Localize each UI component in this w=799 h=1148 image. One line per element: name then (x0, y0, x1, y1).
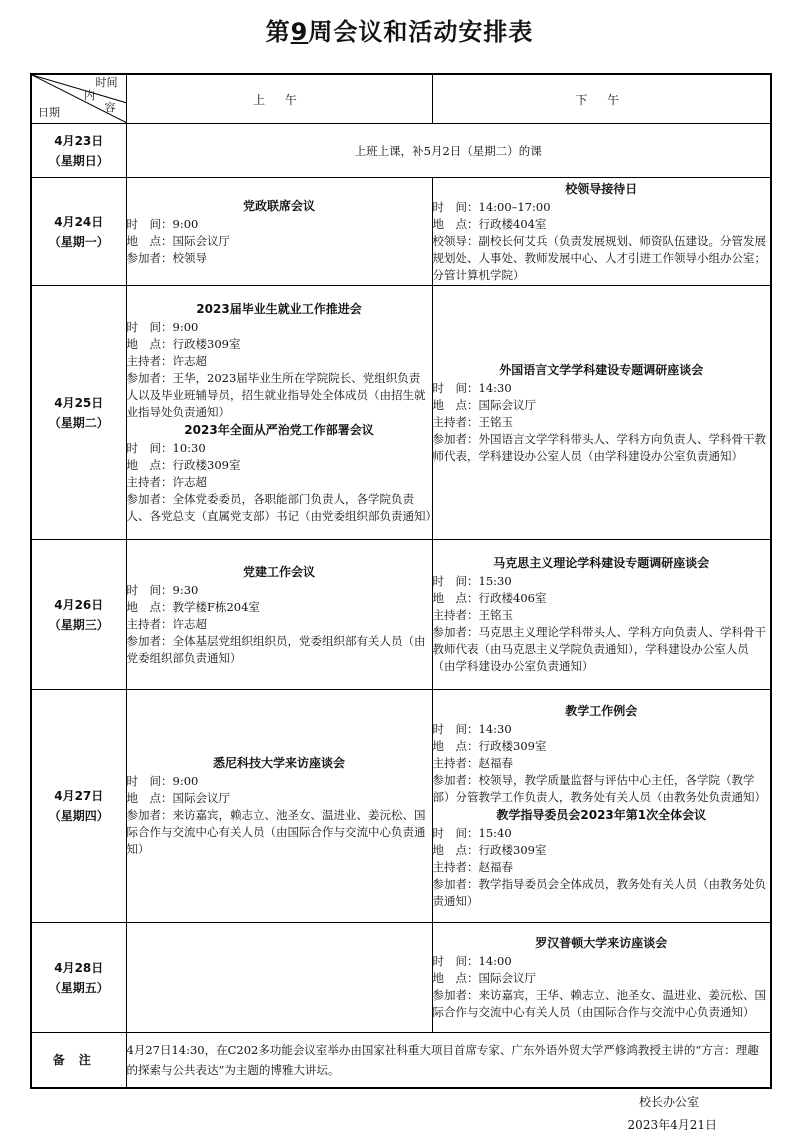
date-cell (31, 923, 126, 1033)
day-row (31, 923, 771, 1033)
meeting-detail-line: 时 间：9:00 (126, 320, 199, 334)
title-suffix: 周会议和活动安排表 (308, 18, 534, 46)
meeting-detail-line: 时 间：15:30 (432, 574, 512, 588)
pm-cell (432, 178, 771, 286)
meeting-detail-line: 参加者：全体基层党组织组织员，党委组织部有关人员（由党委组织部负责通知） (126, 633, 426, 665)
am-cell (126, 178, 432, 286)
meeting-detail-line: 时 间：14:30 (432, 380, 512, 395)
day-row (31, 540, 771, 690)
footer-office: 校长办公室 (638, 1095, 699, 1109)
full-day-note: 上班上课，补5月2日（星期二）的课 (126, 124, 771, 178)
meeting-detail-line: 时 间：14:00–17:00 (432, 199, 551, 214)
diag-label-time: 时间 (95, 76, 118, 89)
meeting-block (126, 421, 437, 525)
header-pm: 下 午 (432, 74, 771, 124)
weekday-label: （星期一） (48, 234, 109, 249)
date-cell (31, 540, 126, 690)
meeting-title: 2023年全面从严治党工作部署会议 (184, 423, 374, 437)
meeting-block (433, 180, 771, 284)
meeting-detail-line: 时 间：14:00 (432, 954, 512, 968)
footer-date: 2023年4月21日 (627, 1118, 717, 1132)
meeting-detail-line: 参加者：校领导 (126, 250, 207, 265)
date-cell (31, 124, 126, 178)
meeting-title: 悉尼科技大学来访座谈会 (212, 756, 345, 770)
meeting-detail-line: 地 点：行政楼309室 (126, 458, 241, 472)
date-label: 4月27日 (54, 789, 104, 803)
meeting-title: 党建工作会议 (242, 564, 315, 579)
meeting-detail-line: 地 点：国际会议厅 (432, 971, 536, 985)
meeting-detail-line: 参加者：外国语言文学学科带头人、学科方向负责人、学科骨干教师代表，学科建设办公室人员（由学科建设办公室负责通知） (432, 431, 766, 463)
meeting-detail-line: 参加者：校领导，教学质量监督与评估中心主任，各学院（教学部）分管教学工作负责人，教务处有关人员（由教务处负责通知） (432, 773, 766, 804)
meeting-detail-line: 地 点：国际会议厅 (432, 397, 536, 412)
am-cell (126, 690, 432, 923)
title-week-number: 9 (290, 18, 309, 46)
meeting-detail-line: 地 点：行政楼309室 (432, 739, 547, 753)
meeting-detail-line: 地 点：国际会议厅 (126, 791, 230, 805)
date-cell (31, 178, 126, 286)
header-row (31, 74, 771, 124)
pm-cell (432, 690, 771, 923)
day-row (31, 286, 771, 540)
meeting-block (127, 754, 432, 858)
meeting-title: 2023届毕业生就业工作推进会 (196, 302, 362, 316)
meeting-detail-line: 参加者：来访嘉宾，王华、赖志立、池圣女、温进业、姜沅松、国际合作与交流中心有关人员（由国际合作与交流中心负责通知） (432, 988, 766, 1019)
meeting-detail-line: 参加者：教学指导委员会全体成员，教务处有关人员（由教务处负责通知） (432, 877, 766, 908)
weekday-label: （星期三） (48, 617, 109, 632)
meeting-title: 马克思主义理论学科建设专题调研座谈会 (493, 556, 710, 570)
date-label: 4月23日 (54, 133, 104, 148)
meeting-detail-line: 主持者：王铭玉 (432, 608, 513, 622)
date-label: 4月26日 (54, 597, 104, 612)
meeting-detail-line: 主持者：赵福春 (432, 756, 513, 770)
meeting-detail-line: 时 间：9:00 (126, 774, 199, 788)
pm-cell (432, 286, 771, 540)
note-row (31, 1033, 771, 1088)
meeting-block (127, 197, 432, 267)
meeting-detail-line: 时 间：15:40 (432, 826, 512, 840)
weekday-label: （星期日） (48, 153, 109, 168)
meeting-block (127, 563, 432, 667)
note-text: 4月27日14:30，在C202多功能会议室举办由国家社科重大项目首席专家、广东外语外贸大学严修鸿教授主讲的“方言：理趣的探索与公共表达”为主题的博雅大讲坛。 (126, 1033, 771, 1088)
meeting-title: 教学工作例会 (565, 704, 638, 718)
meeting-detail-line: 地 点：国际会议厅 (126, 233, 230, 248)
date-label: 4月25日 (54, 395, 104, 410)
meeting-detail-line: 主持者：许志超 (126, 475, 207, 489)
date-cell (31, 286, 126, 540)
date-cell (31, 690, 126, 923)
meeting-title: 外国语言文学学科建设专题调研座谈会 (499, 362, 704, 377)
note-label: 备注 (31, 1033, 126, 1088)
diagonal-header-cell (31, 74, 126, 124)
meeting-detail-line: 主持者：赵福春 (432, 860, 513, 874)
weekday-label: （星期五） (48, 980, 109, 995)
meeting-detail-line: 校领导：副校长何艾兵（负责发展规划、师资队伍建设。分管发展规划处、人事处、教师发展中心、人才引进工作领导小组办公室；分管计算机学院） (432, 233, 766, 282)
meeting-detail-line: 时 间：9:00 (126, 216, 199, 231)
meeting-detail-line: 地 点：行政楼309室 (432, 843, 547, 857)
meeting-block (433, 554, 771, 675)
meeting-detail-line: 时 间：9:30 (126, 582, 199, 597)
meeting-detail-line: 地 点：行政楼406室 (432, 591, 547, 605)
meeting-block (127, 300, 432, 421)
meeting-title: 校领导接待日 (565, 181, 638, 196)
meeting-detail-line: 主持者：王铭玉 (432, 414, 513, 429)
meeting-detail-line: 参加者：王华，2023届毕业生所在学院院长、党组织负责人以及毕业班辅导员，招生就业指导处全体成员（由招生就业指导处负责通知） (126, 371, 426, 419)
diag-label-content-b: 容 (104, 101, 116, 114)
meeting-detail-line: 时 间：10:30 (126, 441, 206, 455)
weekday-label: （星期二） (48, 415, 109, 430)
pm-cell (432, 923, 771, 1033)
header-am: 上 午 (126, 74, 432, 124)
meeting-detail-line: 参加者：全体党委委员，各职能部门负责人，各学院负责人、各党总支（直属党支部）书记（由党委组织部负责通知） (126, 492, 437, 523)
day-row (31, 124, 771, 178)
day-row (31, 690, 771, 923)
meeting-title: 罗汉普顿大学来访座谈会 (535, 936, 668, 950)
date-label: 4月28日 (54, 960, 104, 975)
meeting-block (433, 806, 771, 910)
weekday-label: （星期四） (48, 809, 109, 823)
meeting-block (433, 361, 771, 465)
meeting-block (433, 702, 771, 806)
meeting-title: 教学指导委员会2023年第1次全体会议 (496, 808, 707, 822)
title-prefix: 第 (265, 18, 291, 46)
diag-label-content-a: 内 (84, 89, 95, 102)
meeting-detail-line: 主持者：许志超 (126, 616, 207, 631)
meeting-detail-line: 参加者：来访嘉宾，赖志立、池圣女、温进业、姜沅松、国际合作与交流中心有关人员（由国际合作与交流中心负责通知） (126, 808, 426, 856)
am-cell (126, 286, 437, 540)
am-cell (126, 923, 432, 1033)
meeting-detail-line: 主持者：许志超 (126, 354, 207, 368)
meeting-title: 党政联席会议 (242, 198, 315, 213)
meeting-detail-line: 地 点：教学楼F栋204室 (126, 599, 260, 614)
meeting-detail-line: 时 间：14:30 (432, 722, 512, 736)
meeting-block (433, 934, 771, 1021)
schedule-table (30, 73, 772, 1089)
meeting-detail-line: 地 点：行政楼404室 (432, 216, 547, 231)
day-row (31, 178, 771, 286)
am-cell (126, 540, 432, 690)
meeting-detail-line: 地 点：行政楼309室 (126, 337, 241, 351)
page-title (0, 12, 799, 47)
diag-label-date: 日期 (38, 106, 60, 119)
meeting-detail-line: 参加者：马克思主义理论学科带头人、学科方向负责人、学科骨干教师代表（由马克思主义学院负责通知），学科建设办公室人员（由学科建设办公室负责通知） (432, 625, 766, 673)
date-label: 4月24日 (54, 214, 104, 229)
pm-cell (432, 540, 771, 690)
